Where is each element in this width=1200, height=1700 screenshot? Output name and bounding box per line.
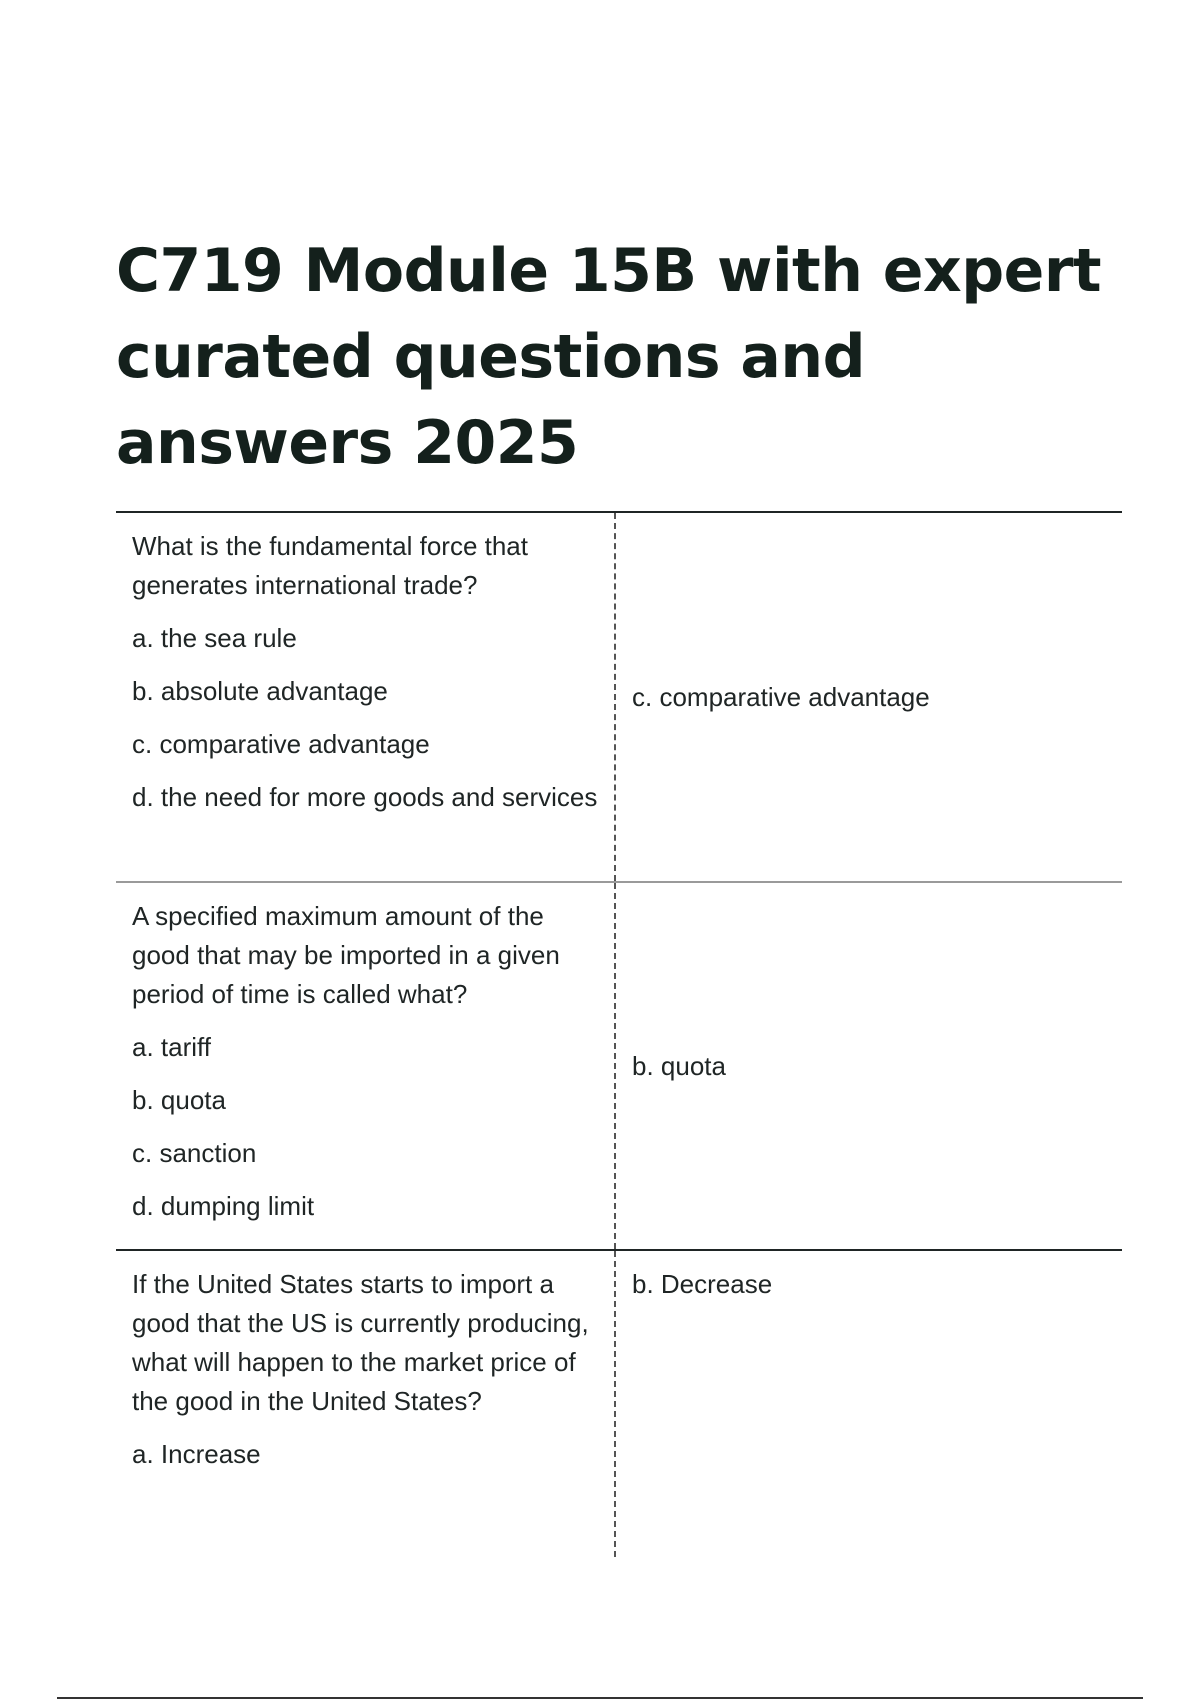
- answer-cell: [616, 1251, 1122, 1557]
- correct-answer: c. comparative advantage: [632, 681, 930, 712]
- correct-answer: b. Decrease: [632, 1269, 773, 1299]
- question-text: A specified maximum amount of the good that may be imported in a given period of time is called what?: [132, 901, 560, 1009]
- answer-option: c. comparative advantage: [132, 729, 430, 759]
- qa-table: [116, 511, 1122, 1557]
- answer-option: b. absolute advantage: [132, 676, 388, 706]
- question-cell: [116, 1251, 616, 1557]
- qa-row: [116, 513, 1122, 883]
- answer-cell: [616, 513, 1122, 881]
- answer-option: d. the need for more goods and services: [132, 782, 598, 812]
- footer-divider: [57, 1697, 1143, 1699]
- qa-row: [116, 883, 1122, 1251]
- answer-option: a. Increase: [132, 1439, 261, 1469]
- question-text: What is the fundamental force that generates international trade?: [132, 531, 528, 600]
- question-cell: [116, 513, 616, 881]
- answer-option: b. quota: [132, 1085, 226, 1115]
- answer-option: d. dumping limit: [132, 1191, 315, 1221]
- qa-row: [116, 1251, 1122, 1557]
- document-title: C719 Module 15B with expert curated questions and answers 2025: [116, 236, 1102, 478]
- question-text: If the United States starts to import a good that the US is currently producing, what will happen to the market price of the good in the United States?: [132, 1269, 589, 1416]
- correct-answer: b. quota: [632, 1050, 726, 1081]
- answer-option: a. tariff: [132, 1032, 212, 1062]
- question-cell: [116, 883, 616, 1249]
- answer-option: c. sanction: [132, 1138, 257, 1168]
- answer-cell: [616, 883, 1122, 1249]
- answer-option: a. the sea rule: [132, 623, 297, 653]
